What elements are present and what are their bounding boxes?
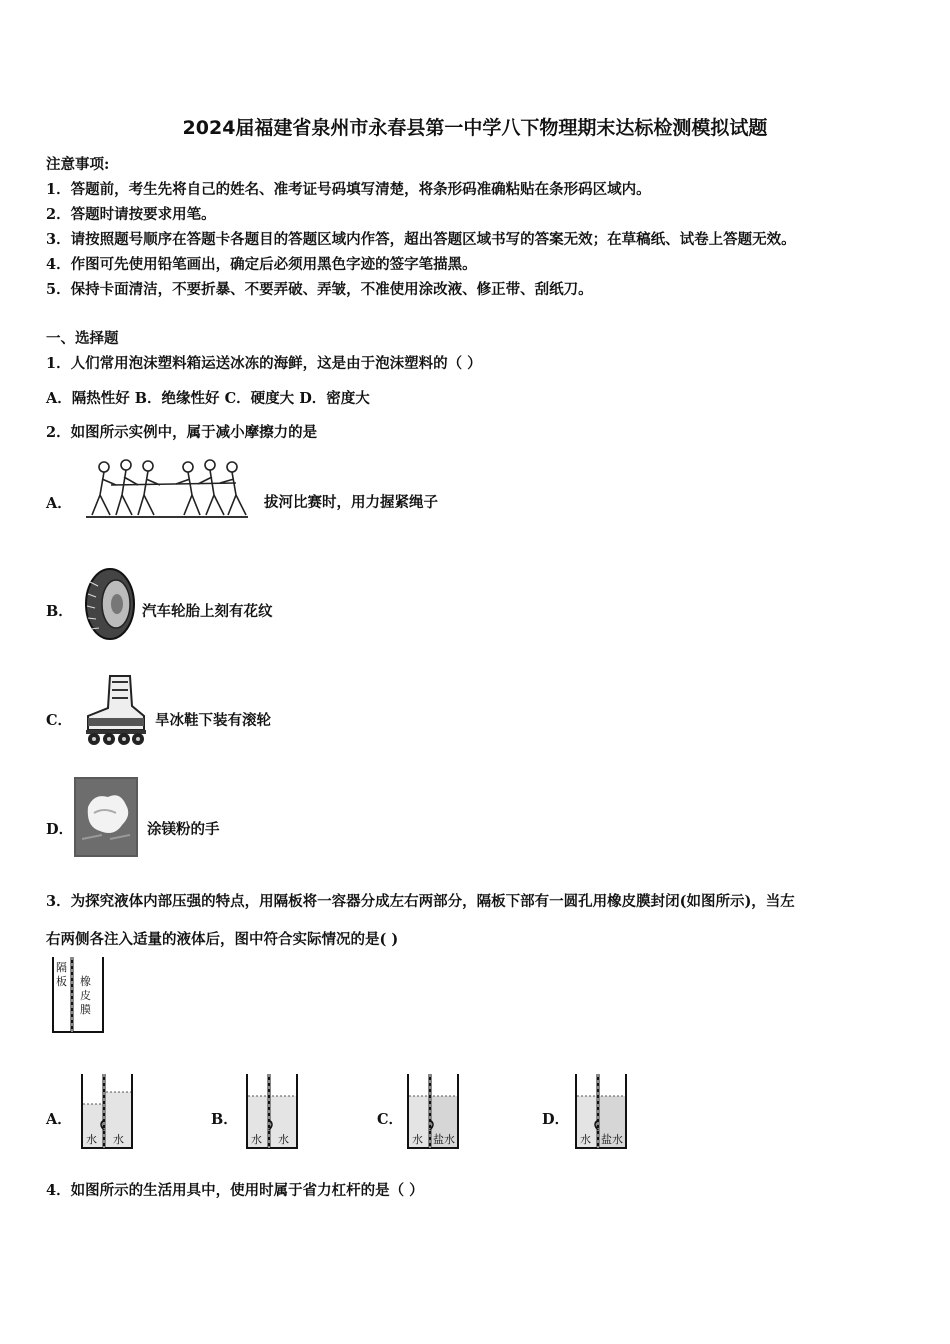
page-title: 2024届福建省泉州市永春县第一中学八下物理期末达标检测模拟试题 bbox=[182, 117, 768, 139]
option-b-text: 汽车轮胎上刻有花纹 bbox=[142, 603, 273, 620]
q3-option-b-letter: B． bbox=[211, 1111, 238, 1128]
notice-item: 4．作图可先使用铅笔画出，确定后必须用黑色字迹的签字笔描黑。 bbox=[46, 256, 477, 273]
notice-item: 5．保持卡面清洁，不要折暴、不要弄破、弄皱，不准使用涂改液、修正带、刮纸刀。 bbox=[46, 281, 593, 298]
beaker-d-left-liquid: 水 bbox=[580, 1133, 591, 1146]
question-1-stem: 1．人们常用泡沫塑料箱运送冰冻的海鲜，这是由于泡沫塑料的（ ） bbox=[46, 355, 482, 372]
q3-option-c-beaker bbox=[406, 1074, 460, 1150]
option-d-text: 涂镁粉的手 bbox=[147, 821, 220, 838]
notice-item: 1．答题前，考生先将自己的姓名、准考证号码填写清楚，将条形码准确粘贴在条形码区域内。 bbox=[46, 181, 651, 198]
container-figure bbox=[52, 957, 104, 1033]
beaker-c-right-liquid: 盐水 bbox=[433, 1133, 455, 1146]
beaker-d-right-liquid: 盐水 bbox=[601, 1133, 623, 1146]
option-d-letter: D． bbox=[46, 821, 74, 838]
rubber-membrane-label: 橡皮膜 bbox=[80, 975, 91, 1016]
question-3-stem-line2: 右两侧各注入适量的液体后，图中符合实际情况的是( ) bbox=[46, 931, 399, 948]
tire-image bbox=[82, 566, 138, 642]
option-a-letter: A． bbox=[46, 495, 72, 512]
q3-option-a-letter: A． bbox=[46, 1111, 72, 1128]
question-1-options: A．隔热性好 B．绝缘性好 C．硬度大 D．密度大 bbox=[46, 390, 370, 407]
question-2-stem: 2．如图所示实例中，属于减小摩擦力的是 bbox=[46, 424, 318, 441]
roller-skate-image bbox=[82, 672, 148, 748]
beaker-b-left-liquid: 水 bbox=[251, 1133, 262, 1146]
q3-option-d-beaker bbox=[574, 1074, 628, 1150]
question-3-stem-line1: 3．为探究液体内部压强的特点，用隔板将一容器分成左右两部分，隔板下部有一圆孔用橡皮膜封闭(如图所示)，当左 bbox=[46, 893, 795, 910]
option-c-letter: C． bbox=[46, 712, 73, 729]
option-b-letter: B． bbox=[46, 603, 73, 620]
option-a-text: 拔河比赛时，用力握紧绳子 bbox=[264, 494, 438, 511]
q3-option-a-beaker bbox=[80, 1074, 134, 1150]
notice-item: 2．答题时请按要求用笔。 bbox=[46, 206, 216, 223]
q3-option-c-letter: C． bbox=[377, 1111, 404, 1128]
chalk-hands-image bbox=[74, 777, 138, 857]
beaker-a-right-liquid: 水 bbox=[113, 1133, 124, 1146]
beaker-c-left-liquid: 水 bbox=[412, 1133, 423, 1146]
section-heading: 一、选择题 bbox=[46, 330, 119, 347]
beaker-a-left-liquid: 水 bbox=[86, 1133, 97, 1146]
notice-item: 3．请按照题号顺序在答题卡各题目的答题区域内作答，超出答题区域书写的答案无效；在草稿纸、试卷上答题无效。 bbox=[46, 231, 796, 248]
tug-of-war-image bbox=[76, 455, 256, 525]
partition-label: 隔板 bbox=[56, 961, 67, 988]
notice-heading: 注意事项: bbox=[46, 156, 110, 173]
q3-option-b-beaker bbox=[245, 1074, 299, 1150]
question-4-stem: 4．如图所示的生活用具中，使用时属于省力杠杆的是（ ） bbox=[46, 1182, 424, 1199]
option-c-text: 旱冰鞋下装有滚轮 bbox=[155, 712, 271, 729]
q3-option-d-letter: D． bbox=[542, 1111, 570, 1128]
beaker-b-right-liquid: 水 bbox=[278, 1133, 289, 1146]
